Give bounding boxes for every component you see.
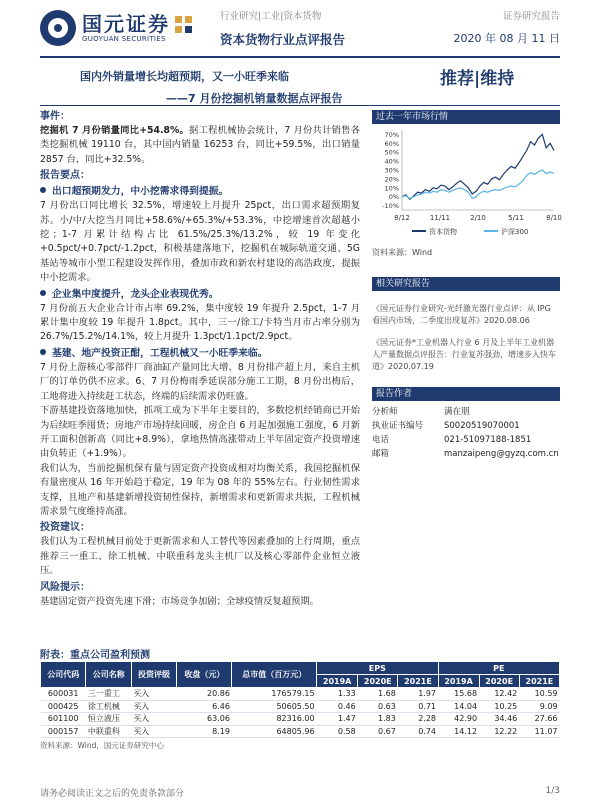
logo-mark-icon <box>40 10 76 46</box>
industry-tags: 行业研究|工业|资本货物 <box>220 11 322 22</box>
analyst-row: 分析师 满在朋 <box>372 407 470 417</box>
y-tick-label: -10% <box>382 202 399 211</box>
headline-main: 国内外销量增长均超预期，又一小旺季来临 <box>80 70 289 83</box>
sidebar <box>372 110 560 461</box>
earnings-forecast-table <box>40 661 560 738</box>
report-title: 资本货物行业点评报告 <box>220 32 346 47</box>
y-tick-label: 20% <box>384 175 399 184</box>
bullet-dot-icon <box>40 187 46 193</box>
page-number: 1/3 <box>545 786 560 796</box>
x-tick-label: 8/10 <box>546 214 562 222</box>
bullet-dot-icon <box>40 290 46 296</box>
table-cell: 42.90 <box>438 713 479 726</box>
key-points-title: 报告要点： <box>40 170 90 182</box>
table-cell: 买入 <box>131 700 176 713</box>
table-cell: 买入 <box>131 688 176 701</box>
y-tick-label: 0% <box>388 193 399 202</box>
bullet-heading-2: 企业集中度提升，龙头企业表现优秀。 <box>40 288 360 302</box>
table-cell: 0.63 <box>358 700 398 713</box>
y-tick-label: 10% <box>384 184 399 193</box>
table-cell: 8.19 <box>177 725 232 738</box>
report-type: 证券研究报告 <box>502 11 560 22</box>
col-header-year: 2021E <box>519 675 559 688</box>
table-cell: 6.46 <box>177 700 232 713</box>
chart-source: 资料来源：Wind <box>372 248 433 257</box>
related-reports-title: 相关研究报告 <box>372 277 560 291</box>
col-header-eps: EPS <box>317 662 438 675</box>
table-cell: 恒立液压 <box>86 713 131 726</box>
table-cell: 20.86 <box>177 688 232 701</box>
y-tick-label: 70% <box>384 130 399 139</box>
col-header-name: 公司名称 <box>86 662 131 688</box>
table-cell: 买入 <box>131 713 176 726</box>
y-tick-label: 60% <box>384 139 399 148</box>
logo-name-cn: 国元证券 <box>82 12 170 36</box>
table-cell: 12.22 <box>479 725 519 738</box>
table-cell: 15.68 <box>438 688 479 701</box>
table-title: 附表：重点公司盈利预测 <box>40 650 150 661</box>
table-cell: 1.33 <box>317 688 358 701</box>
col-header-rating: 投资评级 <box>131 662 176 688</box>
bullet-paragraph-3b: 下游基建投资落地加快，抓项工成为下半年主要目的，多数挖机经销商已开始为后续旺季囤货；房地产市场持续回暖，房企自 6 月起加强施工强度，6 月新开工面积创新高（同比+8.9%），拿地热情高涨带动上半年固定资产投资增速由负转正（+1.9%）。 <box>40 405 360 460</box>
risk-paragraph: 基建固定资产投资先速下滑；市场竞争加剧；全球疫情反复超预期。 <box>40 595 319 607</box>
table-row <box>41 688 560 701</box>
bullet-heading-3: 基建、地产投资正酣，工程机械又一小旺季来临。 <box>40 347 360 361</box>
table-cell: 2.28 <box>398 713 438 726</box>
series-line <box>402 170 554 198</box>
logo-name-en: GUOYUAN SECURITIES <box>82 35 166 43</box>
col-header-mktcap: 总市值（百万元） <box>232 662 317 688</box>
y-tick-label: 40% <box>384 157 399 166</box>
col-header-code: 公司代码 <box>41 662 86 688</box>
col-header-year: 2019A <box>317 675 358 688</box>
table-cell: 11.07 <box>519 725 559 738</box>
table-cell: 10.25 <box>479 700 519 713</box>
table-cell: 0.67 <box>358 725 398 738</box>
investment-paragraph: 我们认为工程机械目前处于更新需求和人工替代等因素叠加的上行周期，重点推荐三一重工、徐工机械、中联重科龙头主机厂以及核心零部件企业恒立液压。 <box>40 536 360 577</box>
col-header-year: 2020E <box>358 675 398 688</box>
table-cell: 1.97 <box>398 688 438 701</box>
table-cell: 1.68 <box>358 688 398 701</box>
table-cell: 27.66 <box>519 713 559 726</box>
logo-squares-icon <box>175 16 193 34</box>
table-cell: 10.59 <box>519 688 559 701</box>
market-chart-title: 过去一年市场行情 <box>372 110 560 124</box>
table-cell: 34.46 <box>479 713 519 726</box>
col-header-year: 2021E <box>398 675 438 688</box>
col-header-pe: PE <box>438 662 559 675</box>
investment-title: 投资建议： <box>40 522 90 534</box>
table-cell: 176579.15 <box>232 688 317 701</box>
bullet-paragraph-1: 7 月份出口同比增长 32.5%，增速较上月提升 25pct，出口需求超预期复苏。小/中/大挖当月同比+58.6%/+65.3%/+53.3%，中挖增速首次超越小挖；1-7 月累计结构占比 61.5%/25.3%/13.2%，较 19 年变化+0.5pct/+0.7pct/-1.2pct，积极基建落地下，挖掘机在城际轨道交通、5G 基站等城市小型工程建设发挥作用，叠加市政和新农村建设的高浩政度，提振中小挖需求。 <box>40 200 360 284</box>
page-header <box>0 0 600 58</box>
y-tick-label: 30% <box>384 166 399 175</box>
table-cell: 14.04 <box>438 700 479 713</box>
series-line <box>402 134 554 199</box>
related-report-1: 《国元证券行业研究-光纤激光器行业点评：从 IPG 看国内市场，二季度出现复苏》2020.08.06 <box>372 304 551 325</box>
x-tick-label: 2/10 <box>470 214 486 222</box>
col-header-close: 收盘（元） <box>177 662 232 688</box>
table-cell: 0.71 <box>398 700 438 713</box>
cert-row: 执业证书编号 S0020519070001 <box>372 421 520 431</box>
event-paragraph <box>40 124 360 167</box>
header-rule <box>40 56 560 58</box>
bullet-dot-icon <box>40 349 46 355</box>
table-cell: 000157 <box>41 725 86 738</box>
table-row <box>41 725 560 738</box>
table-cell: 中联重科 <box>86 725 131 738</box>
related-report-2: 《国元证券*工业机器人行业 6 月及上半年工业机器人产量数据点评报告：行业复苏强劲，增速步入快车道》2020.07.19 <box>372 338 556 371</box>
event-highlight: 挖掘机 7 月份销量同比+54.8%。 <box>40 125 190 136</box>
market-line-chart <box>372 124 560 242</box>
table-cell: 1.47 <box>317 713 358 726</box>
event-title: 事件： <box>40 111 70 122</box>
table-row <box>41 713 560 726</box>
bullet-paragraph-2: 7 月份前五大企业合计市占率 69.2%，集中度较 19 年提升 2.5pct，1-7 月累计集中度较 19 年提升 1.8pct。其中，三一/徐工/卡特当月市占率分别为 26.7%/15.2%/14.1%，较上月提升 1.3pct/1.1pct/2.9pct。 <box>40 302 360 343</box>
table-cell: 徐工机械 <box>86 700 131 713</box>
table-cell: 三一重工 <box>86 688 131 701</box>
col-header-year: 2019A <box>438 675 479 688</box>
table-cell: 9.09 <box>519 700 559 713</box>
legend-label: 沪深300 <box>501 228 529 236</box>
table-cell: 63.06 <box>177 713 232 726</box>
table-cell: 12.42 <box>479 688 519 701</box>
bullet-heading-1: 出口超预期发力，中小挖需求得到提振。 <box>40 185 360 199</box>
email-row: 邮箱 manzaipeng@gyzq.com.cn <box>372 449 559 459</box>
table-cell: 601100 <box>41 713 86 726</box>
x-tick-label: 5/11 <box>508 214 524 222</box>
bullet-paragraph-3a: 7 月份上游核心零部件厂商油缸产量同比大增、8 月份排产超上月，来自主机厂的订单仍供不应求。6、7 月份梅雨季延误部分施工工期，8 月份出梅后，工地将进入持续赶工状态，终端的后续需求仍旺盛。 <box>40 361 360 402</box>
x-tick-label: 8/12 <box>394 214 410 222</box>
table-cell: 1.83 <box>358 713 398 726</box>
main-content <box>40 108 360 609</box>
report-date: 2020 年 08 月 11 日 <box>453 32 560 45</box>
table-cell: 买入 <box>131 725 176 738</box>
footer-disclaimer: 请务必阅读正文之后的免责条款部分 <box>40 789 185 799</box>
bullet-paragraph-3c: 我们认为，当前挖掘机保有量与固定资产投资成相对均衡关系，我国挖掘机保有量密度从 16 年开始趋于稳定，19 年为 08 年的 55%左右。行业韧性需求支撑，且地产和基建新增投资韧性保持，新增需求和更新需求共振，工程机械需求景气度维持高涨。 <box>40 462 360 517</box>
event-text: 据工程机械协会统计，7 月份共计销售各类挖掘机械 19110 台，其中国内销量 16253 台，同比+59.5%，出口销量 2857 台，同比+32.5%。 <box>40 125 360 165</box>
table-cell: 14.12 <box>438 725 479 738</box>
company-logo <box>40 10 170 46</box>
headline-rule <box>40 105 560 106</box>
phone-row: 电话 021-51097188-1851 <box>372 435 532 445</box>
table-cell: 0.58 <box>317 725 358 738</box>
x-tick-label: 11/11 <box>429 214 451 222</box>
headline-sub: ——7 月份挖掘机销量数据点评报告 <box>166 92 343 105</box>
table-row <box>41 700 560 713</box>
table-cell: 50605.50 <box>232 700 317 713</box>
table-source: 资料来源：Wind，国元证券研究中心 <box>40 741 164 750</box>
table-cell: 0.46 <box>317 700 358 713</box>
col-header-year: 2020E <box>479 675 519 688</box>
table-cell: 82316.00 <box>232 713 317 726</box>
risk-title: 风险提示： <box>40 581 90 593</box>
table-cell: 64805.96 <box>232 725 317 738</box>
table-cell: 000425 <box>41 700 86 713</box>
author-title: 报告作者 <box>372 387 560 401</box>
rating-label: 推荐|维持 <box>440 69 515 89</box>
table-cell: 600031 <box>41 688 86 701</box>
table-cell: 0.74 <box>398 725 438 738</box>
y-tick-label: 50% <box>384 148 399 157</box>
legend-label: 资本货物 <box>429 228 457 236</box>
